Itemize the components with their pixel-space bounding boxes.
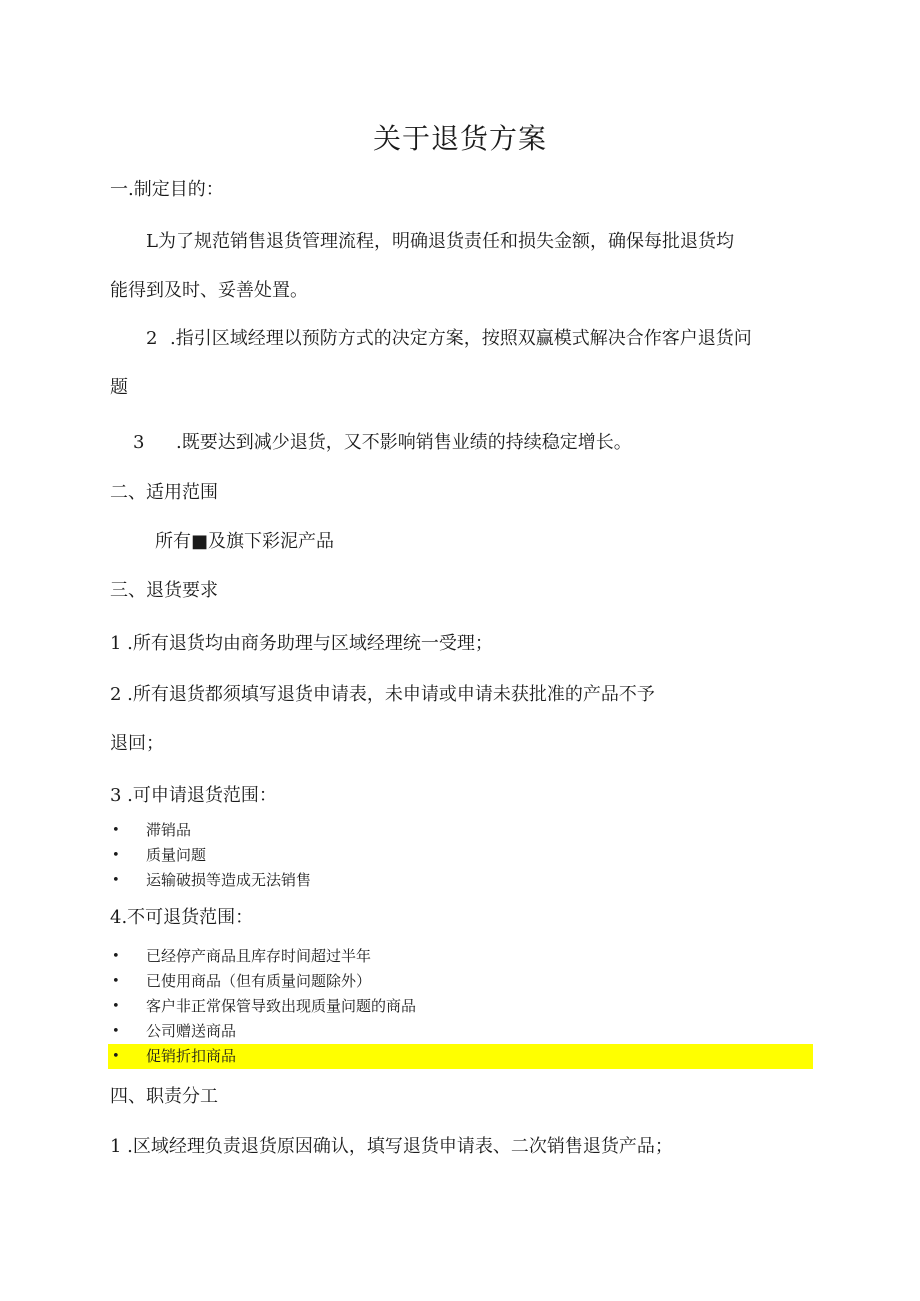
- list-item: [108, 994, 813, 1019]
- list-item: [108, 843, 813, 868]
- list-item-text: 客户非正常保管导致出现质量问题的商品: [146, 997, 417, 1015]
- page-title: 关于退货方案: [372, 122, 547, 155]
- list-item: [108, 1019, 813, 1044]
- bullet-icon: •: [112, 823, 120, 838]
- bullet-icon: •: [112, 848, 120, 863]
- section-heading-scope: 二、适用范围: [110, 482, 218, 503]
- list-item: [108, 944, 813, 969]
- requirement-item-1: 1 .所有退货均由商务助理与区域经理统一受理；: [110, 633, 493, 654]
- purpose-item-2-number: 2: [146, 328, 158, 349]
- list-item-text: 已使用商品（但有质量问题除外）: [146, 972, 372, 990]
- section-heading-responsibilities: 四、职责分工: [110, 1086, 218, 1107]
- purpose-item-3-number: 3: [133, 432, 145, 453]
- bullet-icon: •: [112, 1049, 120, 1064]
- bullet-icon: •: [112, 974, 120, 989]
- list-item-text: 滞销品: [146, 821, 192, 839]
- purpose-item-1-line-2: 能得到及时、妥善处置。: [110, 280, 308, 301]
- bullet-icon: •: [112, 999, 120, 1014]
- bullet-icon: •: [112, 1024, 120, 1039]
- bullet-icon: •: [112, 949, 120, 964]
- list-item-text: 促销折扣商品: [146, 1047, 237, 1065]
- section-heading-purpose: 一.制定目的：: [110, 179, 224, 200]
- list-item: [108, 969, 813, 994]
- requirement-item-2-line-2: 退回；: [110, 733, 164, 754]
- list-item-text: 运输破损等造成无法销售: [146, 871, 312, 889]
- highlighted-list-item: [108, 1044, 813, 1069]
- responsibility-item-1: 1 .区域经理负责退货原因确认，填写退货申请表、二次销售退货产品；: [110, 1136, 673, 1157]
- requirement-item-2-line-1: 2 .所有退货都须填写退货申请表，未申请或申请未获批准的产品不予: [110, 684, 655, 705]
- list-item-text: 质量问题: [146, 846, 207, 864]
- purpose-item-1-line-1: L为了规范销售退货管理流程，明确退货责任和损失金额，确保每批退货均: [146, 231, 734, 252]
- purpose-item-2-line-2: 题: [110, 377, 128, 398]
- purpose-item-2-line-1: .指引区域经理以预防方式的决定方案，按照双赢模式解决合作客户退货问: [170, 328, 752, 349]
- section-heading-requirements: 三、退货要求: [110, 580, 218, 601]
- bullet-icon: •: [112, 873, 120, 888]
- list-item-text: 已经停产商品且库存时间超过半年: [146, 947, 372, 965]
- requirement-item-3: 3 .可申请退货范围：: [110, 785, 277, 806]
- list-item-text: 公司赠送商品: [146, 1022, 237, 1040]
- list-item: [108, 818, 813, 843]
- scope-text: 所有■及旗下彩泥产品: [155, 531, 335, 552]
- list-item: [108, 868, 813, 893]
- purpose-item-3-text: .既要达到减少退货，又不影响销售业绩的持续稳定增长。: [176, 432, 632, 453]
- requirement-item-4: 4.不可退货范围：: [110, 907, 254, 928]
